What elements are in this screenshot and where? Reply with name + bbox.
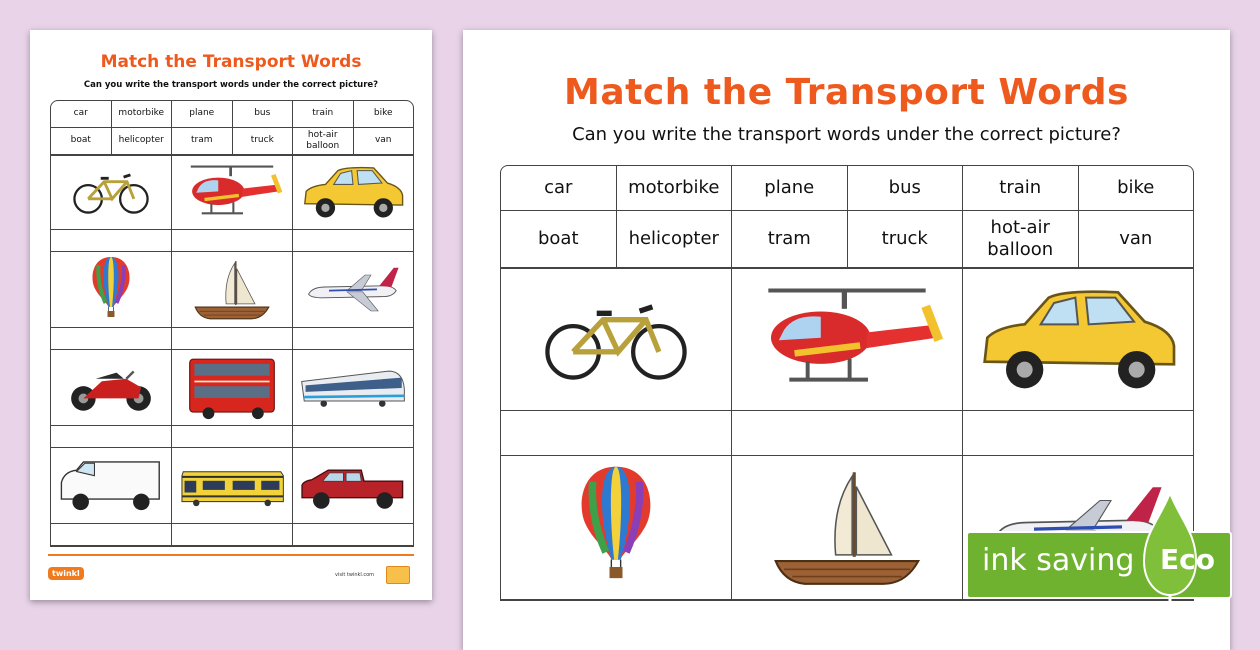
answer-box[interactable]: [51, 328, 172, 350]
word-car: car: [51, 101, 112, 128]
answer-row: [51, 524, 413, 546]
picture-cell: [51, 448, 172, 524]
word-train: train: [293, 101, 354, 128]
word-plane: plane: [172, 101, 233, 128]
picture-row: [51, 252, 413, 328]
word-bank: [50, 100, 414, 156]
hot-air-balloon-icon: [574, 463, 658, 593]
word-car: car: [501, 166, 617, 211]
word-bank: [500, 165, 1194, 269]
car-icon: [971, 279, 1185, 399]
answer-box[interactable]: [963, 411, 1193, 456]
word-row: [51, 101, 413, 128]
motorbike-icon: [65, 360, 157, 416]
answer-box[interactable]: [732, 411, 963, 456]
answer-row: [501, 411, 1193, 456]
answer-box[interactable]: [293, 328, 413, 350]
word-train: train: [963, 166, 1079, 211]
train-icon: [176, 460, 288, 512]
sailboat-icon: [769, 466, 925, 590]
picture-cell: [293, 350, 413, 426]
worksheet-preview-small: [30, 30, 432, 600]
answer-box[interactable]: [293, 426, 413, 448]
van-icon: [55, 455, 167, 517]
double-decker-bus-icon: [185, 355, 279, 421]
picture-cell: [732, 267, 963, 411]
badge-icon: [386, 566, 410, 584]
word-helicopter: helicopter: [112, 128, 173, 155]
picture-grid: [50, 154, 414, 547]
footer-divider: [48, 554, 414, 556]
answer-box[interactable]: [172, 524, 293, 546]
word-row: [501, 166, 1193, 211]
tram-icon: [297, 362, 409, 414]
answer-box[interactable]: [501, 411, 732, 456]
word-motorbike: motorbike: [112, 101, 173, 128]
pickup-truck-icon: [297, 455, 409, 517]
word-row: [51, 128, 413, 155]
picture-cell: [51, 154, 172, 230]
picture-cell: [172, 448, 293, 524]
word-bike: bike: [1079, 166, 1194, 211]
picture-cell: [172, 154, 293, 230]
picture-cell: [732, 456, 963, 600]
picture-row: [51, 154, 413, 230]
answer-box[interactable]: [51, 524, 172, 546]
word-hot-air-balloon: hot-air balloon: [293, 128, 354, 155]
answer-box[interactable]: [172, 426, 293, 448]
word-truck: truck: [233, 128, 294, 155]
word-hot-air-balloon: hot-air balloon: [963, 211, 1079, 268]
word-van: van: [1079, 211, 1194, 268]
word-tram: tram: [172, 128, 233, 155]
bicycle-icon: [71, 169, 151, 215]
word-row: [501, 211, 1193, 268]
picture-cell: [51, 350, 172, 426]
word-helicopter: helicopter: [617, 211, 733, 268]
picture-row: [51, 448, 413, 524]
word-plane: plane: [732, 166, 848, 211]
answer-box[interactable]: [172, 230, 293, 252]
word-tram: tram: [732, 211, 848, 268]
picture-row: [51, 350, 413, 426]
answer-row: [51, 426, 413, 448]
bicycle-icon: [541, 296, 691, 382]
answer-box[interactable]: [293, 524, 413, 546]
word-bus: bus: [233, 101, 294, 128]
picture-cell: [172, 252, 293, 328]
answer-box[interactable]: [172, 328, 293, 350]
answer-box[interactable]: [51, 426, 172, 448]
answer-row: [51, 230, 413, 252]
helicopter-icon: [177, 161, 287, 223]
answer-box[interactable]: [293, 230, 413, 252]
word-truck: truck: [848, 211, 964, 268]
eco-label: Eco: [1160, 543, 1215, 576]
word-van: van: [354, 128, 414, 155]
word-bus: bus: [848, 166, 964, 211]
picture-cell: [293, 448, 413, 524]
car-icon: [297, 161, 409, 223]
sailboat-icon: [192, 257, 272, 323]
answer-row: [51, 328, 413, 350]
ink-saving-label: ink saving: [982, 543, 1135, 578]
word-motorbike: motorbike: [617, 166, 733, 211]
picture-cell: [51, 252, 172, 328]
worksheet-title: Match the Transport Words: [564, 72, 1129, 113]
worksheet-subtitle: Can you write the transport words under the correct picture?: [572, 124, 1121, 145]
footer-url: visit twinkl.com: [335, 572, 375, 578]
answer-box[interactable]: [51, 230, 172, 252]
worksheet-subtitle: Can you write the transport words under the correct picture?: [83, 80, 379, 90]
picture-cell: [293, 154, 413, 230]
picture-cell: [293, 252, 413, 328]
picture-cell: [501, 267, 732, 411]
word-boat: boat: [501, 211, 617, 268]
helicopter-icon: [742, 280, 952, 398]
picture-cell: [501, 456, 732, 600]
worksheet-title: Match the Transport Words: [100, 52, 362, 72]
picture-row: [501, 267, 1193, 411]
airplane-icon: [305, 260, 401, 320]
picture-cell: [963, 267, 1193, 411]
twinkl-logo: twinkl: [48, 567, 84, 580]
hot-air-balloon-icon: [88, 255, 134, 325]
word-bike: bike: [354, 101, 414, 128]
word-boat: boat: [51, 128, 112, 155]
picture-cell: [172, 350, 293, 426]
